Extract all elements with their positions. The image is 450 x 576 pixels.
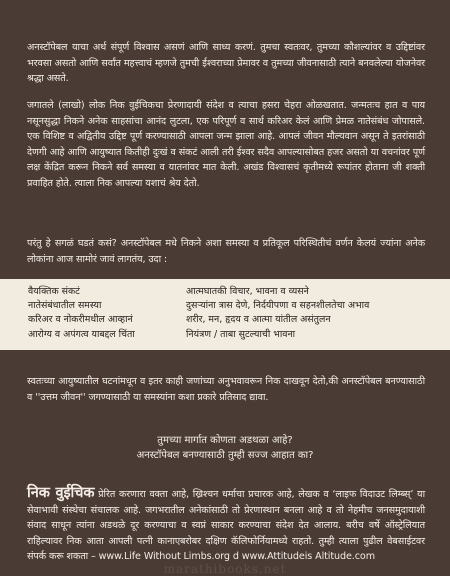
author-bio-text: प्रेरित करणारा वक्ता आहे, ख्रिश्चन धर्माचा प्रचारक आहे, लेखक व ‘लाइफ विदाउट लिम्ब्स्’ या सेवाभावी संस्थेचा संचालक आहे. जगभरातील अनेकांसाठी तो प्रेरणास्थान बनला आहे व तो नेहमीच जनसमुदायाशी संवाद साधून त्यांना अडथळे दूर करण्याचा व स्वप्नं साकार करण्याचा संदेश देत आलाय. बरीच वर्षे ऑस्ट्रेलियात राहिल्यावर निक आता आपली पत्नी कानाएबरोबर दक्षिण कॅलिफोर्नियामध्ये राहतो. तुम्ही त्याला पुढील वेबसाईटवर संपर्क करू शकता – www.Life Without Limbs.org d www.Attitudeis Altitude.com [27, 489, 425, 562]
issues-list-panel [0, 279, 450, 350]
issue-item: वैयक्तिक संकटं [28, 286, 80, 297]
issues-right-column [186, 285, 369, 342]
issue-item: नातेसंबंधातील समस्या [28, 300, 102, 312]
author-name: निक वुईचिक [27, 485, 95, 501]
problems-intro-paragraph: परंतु हे सगळं घडतं कसं? अनस्टॉपेबल मधे निकने अशा समस्या व प्रतिकूल परिस्थितीचं वर्णन केलयं ज्यांना अनेक लोकांना आज सामोरं जावं लागतंय, उदा : [27, 238, 425, 265]
about-nick-paragraph: जगातले (लाखो) लोक निक वुईचिकचा प्रेरणादायी संदेश व त्याचा हसरा चेहरा ओळखतात. जन्मतःच हात व पाय नसूनसुद्धा निकने अनेक साहसांचा आनंद लुटला, एक परिपूर्ण व सार्थ करिअर केलं आणि प्रेमळ नातेसंबंध जोपासले. एक विशिष्ट व अद्वितीय उद्दिष्ट पूर्ण करण्यासाठी आपला जन्म झाला आहे. आपलं जीवन मौल्यवान असून ते इतरांसाठी देणगी आहे आणि आयुष्यात कितीही दुःखं व संकटं आली तरी ईश्वर सदैव आपल्यासोबत हजर असतो या वचनांवर पूर्ण लक्ष केंद्रित करून निकने सर्व समस्या व यातनांवर मात केली. अखंड विश्वासचं कृतीमध्ये रूपांतर होताना जी शक्ती प्रवाहित होते. त्याला निक आपल्या यशाचं श्रेय देतो. [27, 100, 425, 189]
issue-item: आत्मघातकी विचार, भावना व व्यसने [186, 286, 309, 297]
issue-item: आरोग्य व अपंगत्व याबद्दल चिंता [28, 328, 135, 340]
response-paragraph: स्वतःच्या आयुष्यातील घटनांमधून व इतर काही जणांच्या अनुभवावरून निक दाखवून देतो,की अनस्टॉपेबल बनण्यासाठी व ''उत्तम जीवन'' जगण्यासाठी या समस्यांना कशा प्रकारे प्रतिसाद द्यावा. [27, 376, 425, 403]
watermark: marathibooks.net [163, 562, 287, 576]
question-obstacle: तुमच्या मार्गात कोणता अडथळा आहे? [157, 435, 293, 446]
issue-item: नियंत्रण / ताबा सुटल्याची भावना [186, 328, 296, 340]
author-bio-paragraph [27, 486, 425, 565]
issue-item: दुसऱ्यांना त्रास देणे, निर्दयीपणा व सहनशीलतेचा अभाव [186, 300, 370, 312]
issue-item: शरीर, मन, हृदय व आत्मा यांतील असंतुलन [186, 314, 331, 326]
intro-paragraph: अनस्टॉपेबल याचा अर्थ संपूर्ण विश्वास असणं आणि साध्य करणं. तुमचा स्वतःवर, तुमच्या कौशल्यांवर व उद्दिष्टांवर भरवसा असतो आणि सर्वांत महत्त्वाचं म्हणजे तुमची ईश्वराच्या प्रेमावर व तुमच्या जीवनासाठी त्याने बनवलेल्या योजनेवर श्रद्धा असते. [27, 42, 425, 84]
question-ready: अनस्टॉपेबल बनण्यासाठी तुम्ही सज्ज आहात का? [136, 450, 314, 461]
issues-left-column [28, 285, 135, 342]
issue-item: करिअर व नोकरीमधील आव्हानं [28, 314, 133, 326]
